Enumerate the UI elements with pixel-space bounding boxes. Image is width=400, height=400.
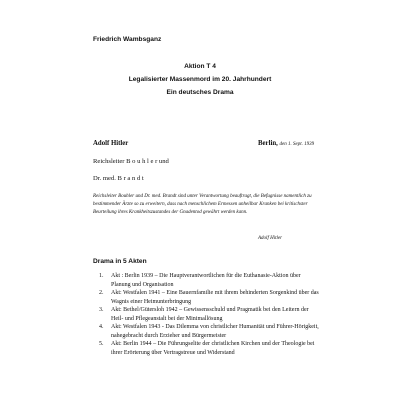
list-item (93, 289, 321, 306)
act-number: 1. (99, 273, 104, 279)
act-text: Akt: Berlin 1944 – Die Führungselite der christlichen Kirchen und der Theologie bei ihrer Erörterung über Vertragstreue und Widerstand (111, 341, 315, 356)
act-text: Akt: Westfalen 1943 - Das Dilemma von christlicher Humanität und Führer-Hörigkeit, nahegebracht durch Erzieher und Bürgermeister (111, 324, 319, 339)
act-text: Akt: Westfalen 1941 – Eine Bauernfamilie mit ihrem behinderten Sorgenkind über das Wagnis einer Heimunterbringung (111, 290, 319, 305)
letter-city: Berlin, (258, 140, 278, 147)
act-text: Akt : Berlin 1939 – Die Hauptverantwortlichen für die Euthanasie-Aktion über Planung und Organisation (111, 273, 301, 288)
letter-date: den 1. Sept. 1939 (279, 142, 315, 147)
letter-recipient-2: Dr. med. B r a n d t (93, 175, 144, 182)
act-number: 3. (99, 307, 104, 313)
title-line-1: Aktion T 4 (184, 63, 216, 70)
letter-recipient-1: Reichsleiter B o u h l e r und (93, 158, 169, 165)
letter-place-date (258, 140, 314, 147)
letter-body: Reichsleiter Bouhler und Dr. med. Brandt sind unter Verantwortung beauftragt, die Befugnisse namentlich zu bestimmender Ärzte so zu erweitern, dass nach menschlichem Ermessen unheilbar Kranken bei kritischster Beurteilung ihres Krankheitszustandes der Gnadentod gewährt werden kann. (93, 194, 312, 215)
title-line-3: Ein deutsches Drama (166, 89, 234, 96)
title-line-2: Legalisierter Massenmord im 20. Jahrhundert (128, 76, 272, 83)
letter-signature: Adolf Hitler (258, 236, 283, 241)
act-number: 4. (99, 324, 104, 330)
author-name: Friedrich Wambsganz (93, 36, 162, 43)
acts-list (93, 272, 321, 357)
list-item (93, 323, 321, 340)
act-text: Akt: Bethel/Gütersloh 1942 – Gewissensschuld und Pragmatik bei den Leitern der Heil- und Pflegeanstalt bei der Minimallösung (111, 307, 309, 322)
title-block (93, 60, 307, 99)
list-item (93, 272, 321, 289)
drama-heading: Drama in 5 Akten (93, 258, 147, 265)
act-number: 5. (99, 341, 104, 347)
act-number: 2. (99, 290, 104, 296)
list-item (93, 306, 321, 323)
letter-sender: Adolf Hitler (93, 140, 129, 147)
list-item (93, 340, 321, 357)
